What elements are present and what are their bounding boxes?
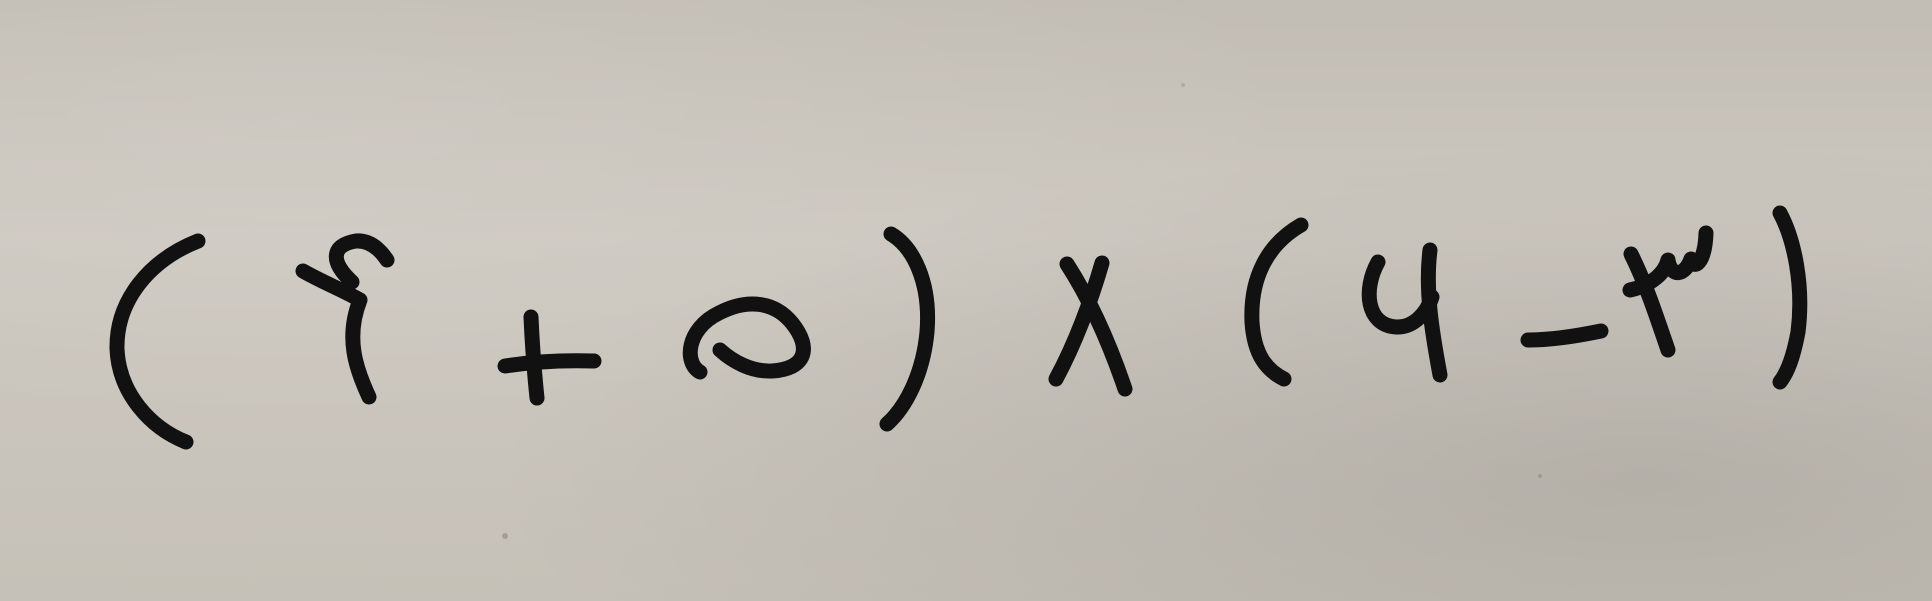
digit-four-head — [336, 241, 387, 282]
right-parenthesis-2 — [1780, 213, 1800, 382]
left-parenthesis-1 — [117, 241, 198, 442]
right-parenthesis-1 — [887, 234, 928, 424]
paper-speck — [1538, 474, 1542, 478]
plus-sign-horizontal — [505, 361, 594, 366]
digit-five — [690, 304, 803, 372]
plus-sign-vertical — [531, 317, 537, 398]
digit-six-stem — [1428, 250, 1440, 375]
paper-speck — [1181, 83, 1185, 87]
digit-four — [303, 271, 369, 397]
paper-speck — [502, 533, 508, 539]
minus-sign — [1528, 331, 1601, 340]
left-parenthesis-2 — [1252, 225, 1301, 379]
